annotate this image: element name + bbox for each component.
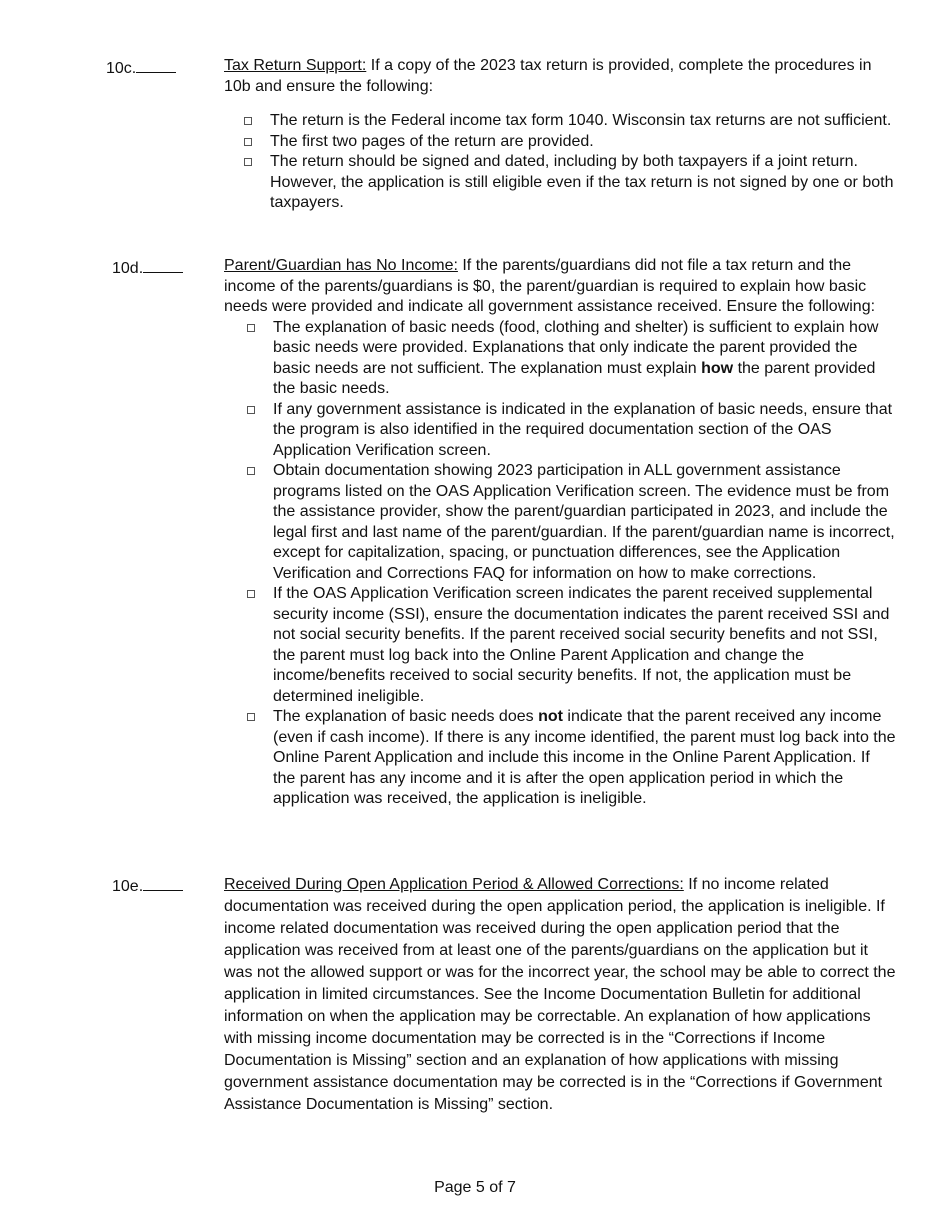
checklist-item: If any government assistance is indicated in the explanation of basic needs, ensure that the program is also identified in the required documentation section of the OAS Application Verification screen. bbox=[224, 400, 896, 462]
checklist-item: Obtain documentation showing 2023 participation in ALL government assistance programs listed on the OAS Application Verification screen. The evidence must be from the assistance provider, show the parent/guardian participated in 2023, and include the legal first and last name of the parent/guardian. If the parent/guardian name is incorrect, except for capitalization, spacing, or punctuation differences, see the Application Verification and Corrections FAQ for information on how to make corrections. bbox=[224, 461, 896, 584]
item-number: 10e. bbox=[112, 875, 183, 897]
section-content bbox=[224, 874, 896, 1116]
item-number: 10d. bbox=[112, 257, 183, 279]
checklist-item: The return is the Federal income tax form 1040. Wisconsin tax returns are not sufficient. bbox=[224, 111, 896, 132]
section-body: Received During Open Application Period & Allowed Corrections: If no income related documentation was received during the open application period, the application is ineligible. If income related documentation was received during the open application period that the application was received from at least one of the parents/guardians on the application but it was not the allowed support or was for the incorrect year, the school may be able to correct the application in limited circumstances. See the Income Documentation Bulletin for additional information on when the application may be correctable. An explanation of how applications with missing income documentation may be corrected is in the “Corrections if Income Documentation is Missing” section and an explanation of how applications with missing government assistance documentation may be corrected is in the “Corrections if Government Assistance Documentation is Missing” section. bbox=[224, 876, 896, 1113]
checkbox-icon bbox=[247, 590, 255, 598]
checkbox-icon bbox=[244, 158, 252, 166]
section-intro: Parent/Guardian has No Income: If the parents/guardians did not file a tax return and the income of the parents/guardians is $0, the parent/guardian is required to explain how basic needs were provided and indicate all government assistance received. Ensure the following: bbox=[224, 257, 876, 315]
checklist-item: The explanation of basic needs (food, clothing and shelter) is sufficient to explain how basic needs were provided. Explanations that only indicate the parent provided the basic needs are not sufficient. The explanation must explain how the parent provided the basic needs. bbox=[224, 318, 896, 400]
item-number: 10c. bbox=[106, 57, 176, 79]
page-number: Page 5 of 7 bbox=[434, 1179, 516, 1196]
section-content bbox=[224, 256, 896, 810]
checkbox-icon bbox=[247, 467, 255, 475]
section-heading: Received During Open Application Period & Allowed Corrections: bbox=[224, 876, 684, 893]
checklist-item: The return should be signed and dated, including by both taxpayers if a joint return. However, the application is still eligible even if the tax return is not signed by one or both taxpayers. bbox=[224, 152, 896, 214]
checkoff-blank bbox=[136, 57, 176, 73]
checklist bbox=[224, 111, 896, 214]
checklist bbox=[224, 318, 896, 810]
checklist-item: The first two pages of the return are provided. bbox=[224, 132, 896, 153]
checkbox-icon bbox=[244, 117, 252, 125]
checklist-item: The explanation of basic needs does not indicate that the parent received any income (even if cash income). If there is any income identified, the parent must log back into the Online Parent Application and include this income in the Online Parent Application. If the parent has any income and it is after the open application period in which the application was received, the application is ineligible. bbox=[224, 707, 896, 810]
section-heading: Parent/Guardian has No Income: bbox=[224, 257, 458, 274]
checkoff-blank bbox=[143, 257, 183, 273]
checkbox-icon bbox=[244, 138, 252, 146]
checkbox-icon bbox=[247, 406, 255, 414]
checkbox-icon bbox=[247, 324, 255, 332]
section-intro: Tax Return Support: If a copy of the 2023 tax return is provided, complete the procedures in 10b and ensure the following: bbox=[224, 57, 872, 95]
section-heading: Tax Return Support: bbox=[224, 57, 367, 74]
checkbox-icon bbox=[247, 713, 255, 721]
checklist-item: If the OAS Application Verification screen indicates the parent received supplemental security income (SSI), ensure the documentation indicates the parent received SSI and not social security benefits. If the parent received social security benefits and not SSI, the parent must log back into the Online Parent Application and change the income/benefits received to social security benefits. If not, the application must be determined ineligible. bbox=[224, 584, 896, 707]
checkoff-blank bbox=[143, 875, 183, 891]
section-content bbox=[224, 56, 896, 214]
